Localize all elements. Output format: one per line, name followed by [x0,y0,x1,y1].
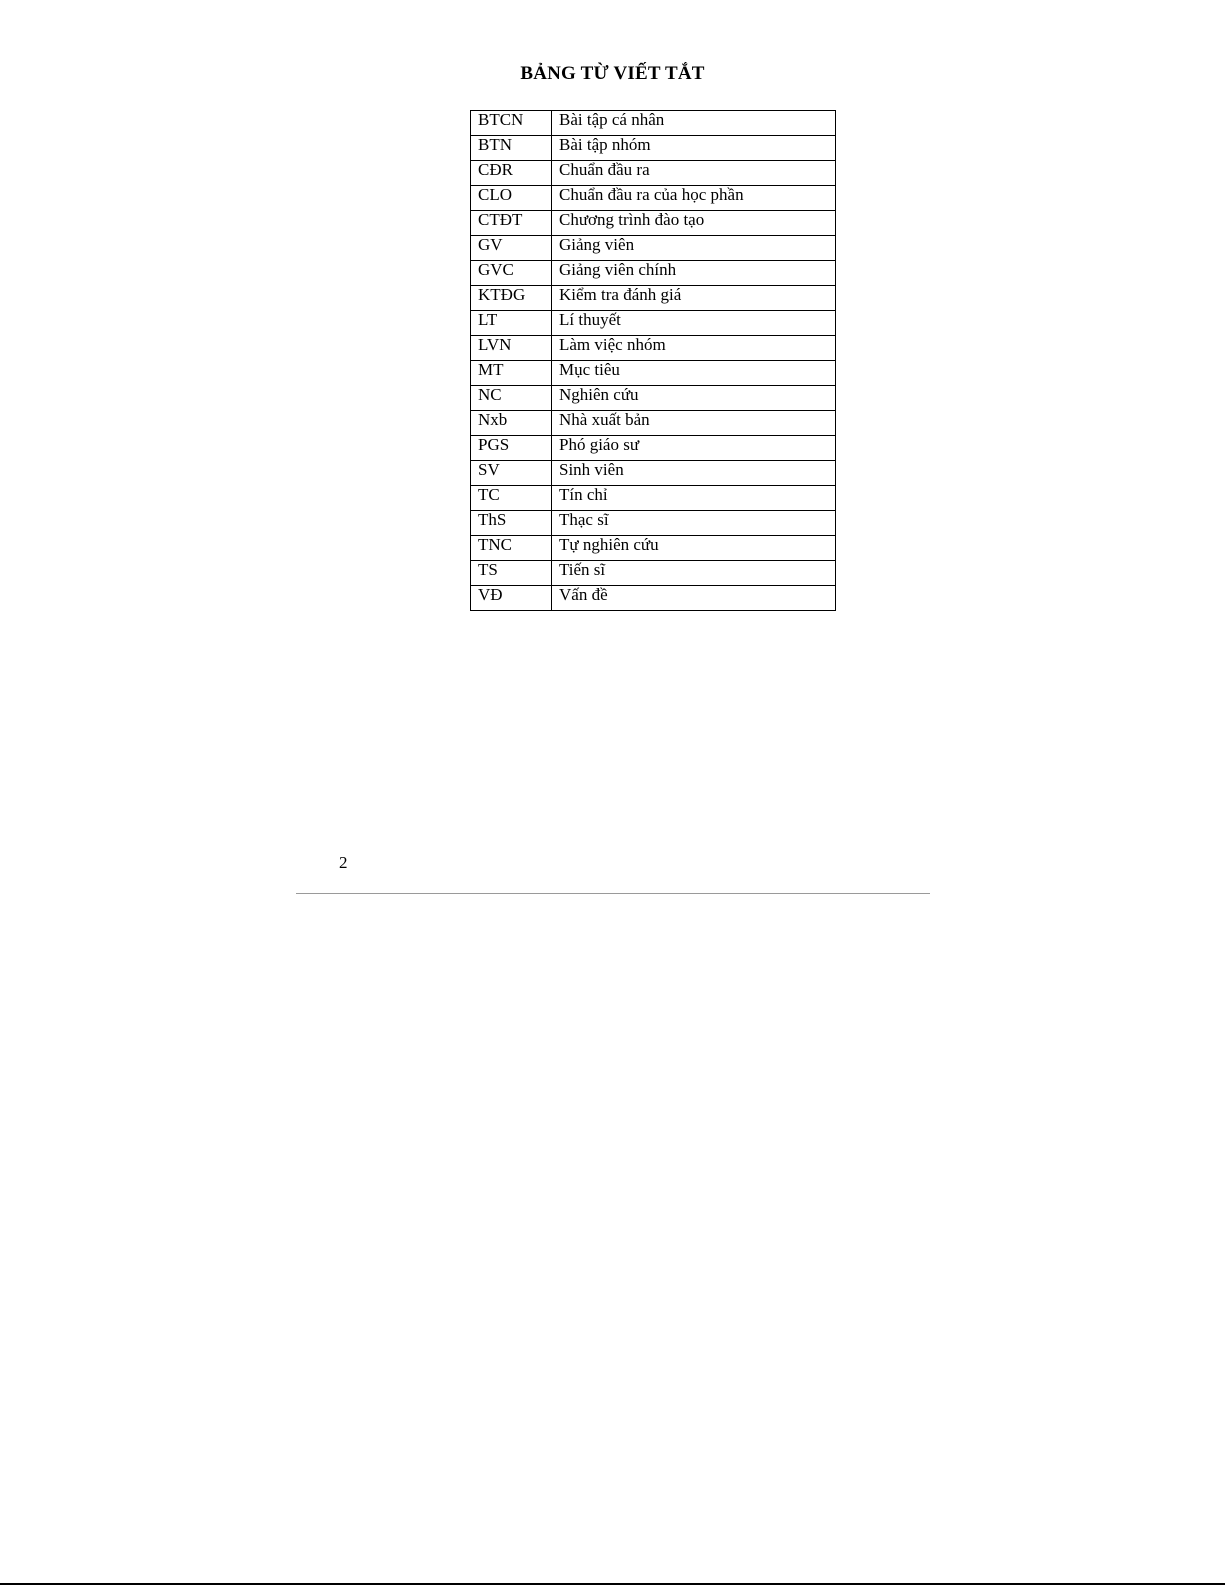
abbreviation-cell: LVN [471,336,552,361]
table-row [471,211,836,236]
abbreviation-cell: TS [471,561,552,586]
table-row [471,311,836,336]
abbreviation-cell: SV [471,461,552,486]
abbreviation-cell: Nxb [471,411,552,436]
table-row [471,386,836,411]
abbreviation-cell: ThS [471,511,552,536]
table-row [471,336,836,361]
table-row [471,136,836,161]
table-row [471,361,836,386]
meaning-cell: Vấn đề [552,586,836,611]
meaning-cell: Mục tiêu [552,361,836,386]
meaning-cell: Nhà xuất bản [552,411,836,436]
meaning-cell: Thạc sĩ [552,511,836,536]
meaning-cell: Bài tập cá nhân [552,111,836,136]
abbreviation-cell: CĐR [471,161,552,186]
meaning-cell: Bài tập nhóm [552,136,836,161]
table-row [471,111,836,136]
table-row [471,186,836,211]
abbreviation-cell: TNC [471,536,552,561]
table-row [471,486,836,511]
meaning-cell: Nghiên cứu [552,386,836,411]
table-row [471,586,836,611]
footer-divider [296,893,930,894]
abbreviation-table-body [471,111,836,611]
meaning-cell: Tín chỉ [552,486,836,511]
abbreviation-cell: KTĐG [471,286,552,311]
table-row [471,511,836,536]
abbreviation-table [470,110,836,611]
page-title: BẢNG TỪ VIẾT TẮT [520,63,705,84]
table-row [471,536,836,561]
table-row [471,236,836,261]
table-row [471,411,836,436]
meaning-cell: Giảng viên [552,236,836,261]
abbreviation-cell: CLO [471,186,552,211]
abbreviation-cell: CTĐT [471,211,552,236]
meaning-cell: Lí thuyết [552,311,836,336]
abbreviation-cell: MT [471,361,552,386]
meaning-cell: Tiến sĩ [552,561,836,586]
meaning-cell: Kiểm tra đánh giá [552,286,836,311]
table-row [471,261,836,286]
table-row [471,461,836,486]
meaning-cell: Chuẩn đầu ra của học phần [552,186,836,211]
page-number: 2 [339,853,348,872]
abbreviation-cell: BTN [471,136,552,161]
abbreviation-cell: GV [471,236,552,261]
meaning-cell: Sinh viên [552,461,836,486]
table-row [471,436,836,461]
abbreviation-cell: VĐ [471,586,552,611]
meaning-cell: Chuẩn đầu ra [552,161,836,186]
meaning-cell: Chương trình đào tạo [552,211,836,236]
table-row [471,561,836,586]
abbreviation-cell: BTCN [471,111,552,136]
table-row [471,161,836,186]
table-row [471,286,836,311]
abbreviation-cell: TC [471,486,552,511]
meaning-cell: Giảng viên chính [552,261,836,286]
abbreviation-cell: LT [471,311,552,336]
meaning-cell: Làm việc nhóm [552,336,836,361]
abbreviation-cell: GVC [471,261,552,286]
meaning-cell: Phó giáo sư [552,436,836,461]
abbreviation-cell: PGS [471,436,552,461]
meaning-cell: Tự nghiên cứu [552,536,836,561]
abbreviation-cell: NC [471,386,552,411]
